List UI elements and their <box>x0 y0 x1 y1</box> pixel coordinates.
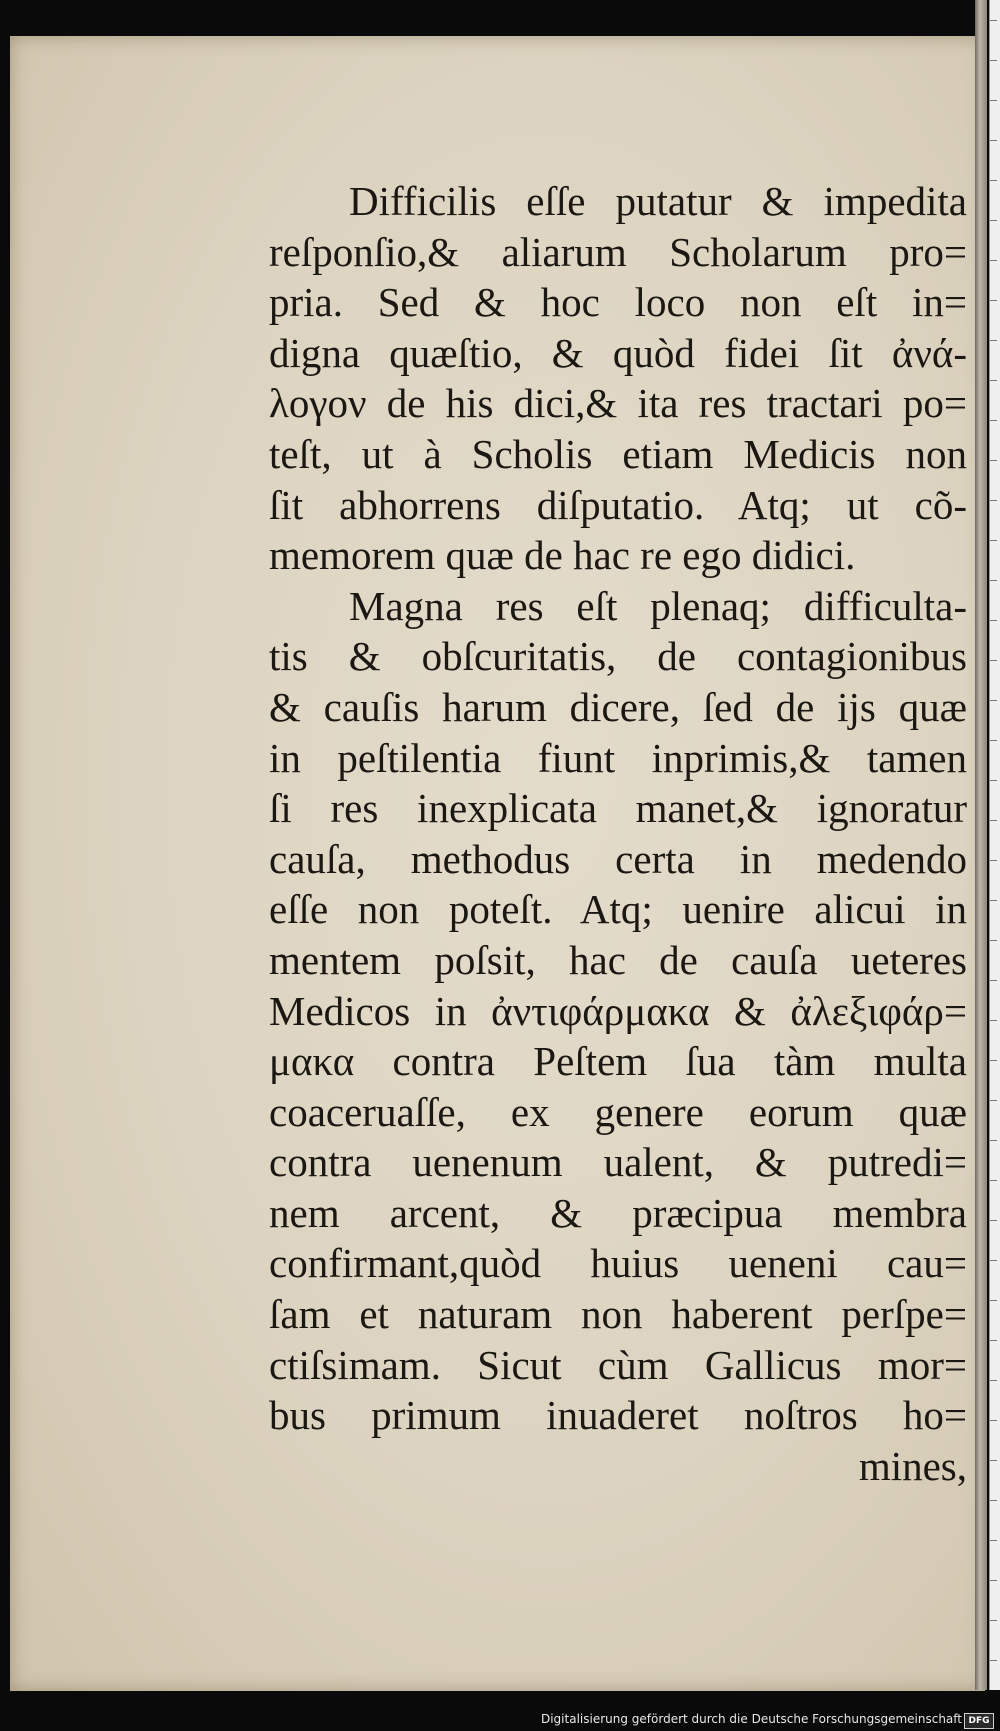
ruler-tick <box>990 660 997 661</box>
ruler-tick <box>990 1260 997 1261</box>
scan-footer <box>0 1710 1000 1731</box>
ruler-tick <box>990 1140 997 1141</box>
ruler-tick <box>990 460 997 461</box>
page-edge <box>975 0 987 1690</box>
ruler-tick <box>990 1500 997 1501</box>
ruler-tick <box>990 700 997 701</box>
ruler-tick <box>990 1380 997 1381</box>
text-line: tis & obſcuritatis, de contagionibus <box>269 633 967 680</box>
text-line: λογον de his dici,& ita res tractari po= <box>269 380 967 427</box>
ruler-tick <box>990 540 997 541</box>
book-page <box>10 36 985 1691</box>
text-line: coaceruaſſe, ex genere eorum quæ <box>269 1088 967 1135</box>
text-line: mentem poſsit, hac de cauſa ueteres <box>269 936 967 983</box>
text-line: teſt, ut à Scholis etiam Medicis non <box>269 430 967 477</box>
text-line: Magna res eſt plenaq; difficulta- <box>349 582 967 629</box>
ruler-tick <box>990 420 997 421</box>
ruler-tick <box>990 1180 997 1181</box>
text-line: nem arcent, & præcipua membra <box>269 1189 967 1236</box>
ruler-tick <box>990 900 997 901</box>
ruler-tick <box>990 140 997 141</box>
text-line: digna quæſtio, & quòd fidei ſit ἀνά- <box>269 329 967 376</box>
ruler-tick <box>990 300 997 301</box>
ruler-tick <box>990 1220 997 1221</box>
text-line: pria. Sed & hoc loco non eſt in= <box>269 279 967 326</box>
text-line: μακα contra Peſtem ſua tàm multa <box>269 1038 967 1085</box>
ruler-tick <box>990 1300 997 1301</box>
footer-credit: Digitalisierung gefördert durch die Deutsche Forschungsgemeinschaft <box>540 1712 962 1726</box>
ruler-tick <box>990 980 997 981</box>
text-line: in peſtilentia fiunt inprimis,& tamen <box>269 734 967 781</box>
ruler-tick <box>990 1460 997 1461</box>
ruler-tick <box>990 380 997 381</box>
ruler-tick <box>990 1540 997 1541</box>
text-line: bus primum inuaderet noſtros ho= <box>269 1392 967 1439</box>
text-line: mines, <box>858 1442 967 1489</box>
page-text-block <box>269 176 967 1491</box>
text-line: Medicos in ἀντιφάρμακα & ἀλεξιφάρ= <box>269 987 967 1034</box>
ruler-tick <box>990 500 997 501</box>
text-line: memorem quæ de hac re ego didici. <box>269 532 856 579</box>
ruler-tick <box>990 1060 997 1061</box>
ruler-tick <box>990 260 997 261</box>
text-line: & cauſis harum dicere, ſed de ijs quæ <box>269 683 967 730</box>
text-line: ctiſsimam. Sicut cùm Gallicus mor= <box>269 1341 967 1388</box>
ruler-tick <box>990 1100 997 1101</box>
text-line: contra uenenum ualent, & putredi= <box>269 1139 967 1186</box>
ruler-tick <box>990 780 997 781</box>
text-line: ſam et naturam non haberent perſpe= <box>269 1291 967 1338</box>
text-line: reſponſio,& aliarum Scholarum pro= <box>269 228 967 275</box>
ruler-tick <box>990 1580 997 1581</box>
ruler-tick <box>990 1660 997 1661</box>
text-line: ſit abhorrens diſputatio. Atq; ut cõ- <box>269 481 967 528</box>
ruler-tick <box>990 340 997 341</box>
ruler-tick <box>990 860 997 861</box>
ruler-tick <box>990 180 997 181</box>
ruler-tick <box>990 220 997 221</box>
ruler-tick <box>990 820 997 821</box>
scan-ruler <box>989 0 1000 1690</box>
text-line: cauſa, methodus certa in medendo <box>269 835 967 882</box>
ruler-tick <box>990 740 997 741</box>
text-line: confirmant,quòd huius ueneni cau= <box>269 1240 967 1287</box>
ruler-tick <box>990 940 997 941</box>
ruler-tick <box>990 60 997 61</box>
ruler-tick <box>990 1020 997 1021</box>
dfg-logo-icon: DFG <box>964 1713 994 1729</box>
text-line: Difficilis eſſe putatur & impedita <box>349 178 967 224</box>
text-line: ſi res inexplicata manet,& ignoratur <box>269 785 967 832</box>
ruler-tick <box>990 100 997 101</box>
ruler-tick <box>990 1620 997 1621</box>
ruler-tick <box>990 1420 997 1421</box>
ruler-tick <box>990 1340 997 1341</box>
ruler-tick <box>990 20 997 21</box>
text-line: eſſe non poteſt. Atq; uenire alicui in <box>269 886 967 933</box>
ruler-tick <box>990 580 997 581</box>
ruler-tick <box>990 620 997 621</box>
